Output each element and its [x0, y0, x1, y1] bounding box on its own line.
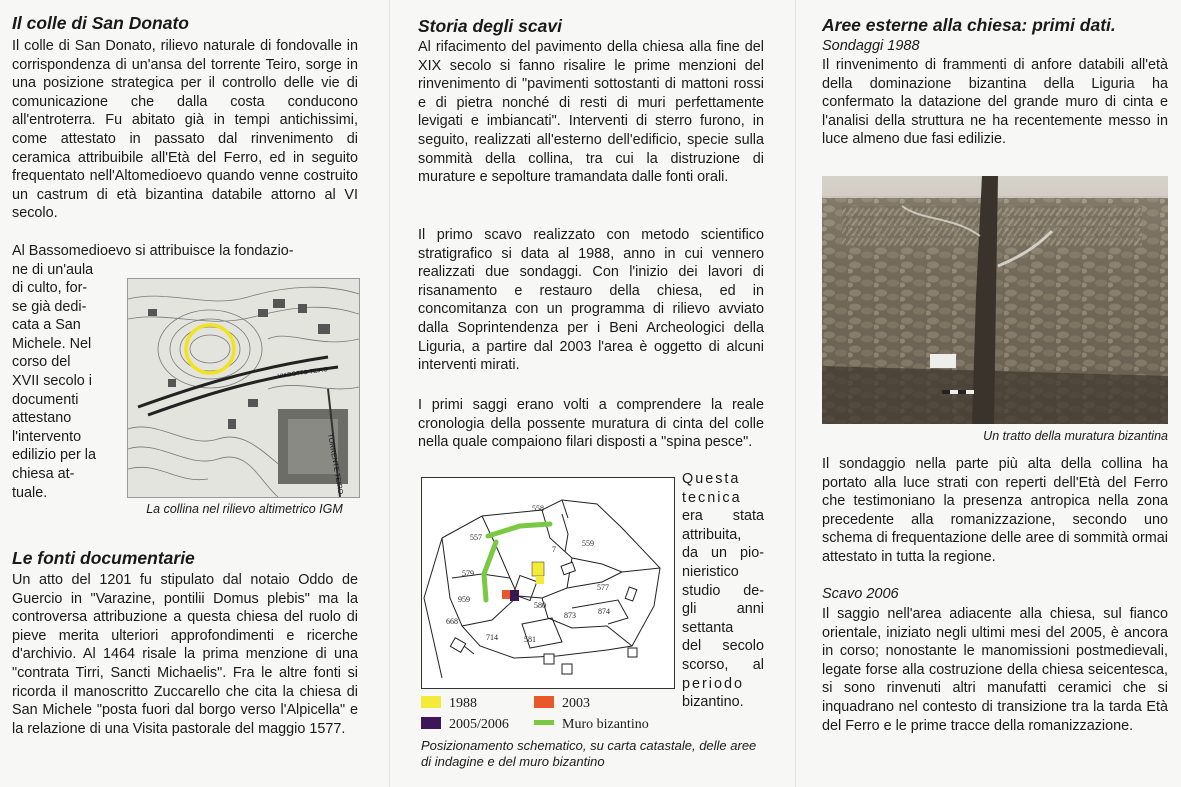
text-line: Al Bassomedioevo si attribuisce la fondazio- [12, 243, 294, 259]
cadastral-plan [421, 477, 675, 689]
column-colle [12, 0, 358, 787]
paragraph-scavo-2006: Il saggio nell'area adiacente alla chiesa, sul fianco orientale, iniziato negli ultimi mesi del 2005, è ancora in corso; nonostante le manomissioni postmedievali, legate forse alla costruzione della chiesa seicentesca, si sono rinvenuti altri manufatti ceramici che si inquadrano nel contesto di transizione tra la tarda Età del Ferro e le prime tracce della romanizzazione. [822, 606, 1168, 734]
parcel-label: 959 [458, 595, 470, 604]
paragraph-scavi-3: I primi saggi erano volti a comprendere la reale cronologia della possente muratura di cinta del colle nella quale compaiono filari disposti a "spina pesce". [418, 397, 764, 451]
legend-label: Muro bizantino [562, 717, 649, 732]
text-line: da un pio- [682, 545, 764, 562]
text-line: l'intervento [12, 428, 82, 445]
legend-label: 2005/2006 [449, 717, 509, 732]
section-title-fonti: Le fonti documentarie [12, 548, 195, 568]
section-title-aree: Aree esterne alla chiesa: primi dati. [822, 15, 1116, 35]
legend-muro-bizantino [534, 717, 649, 733]
paragraph-sondaggio-alto: Il sondaggio nella parte più alta della collina ha portato alla luce strati con reperti dell'Età del Ferro che testimoniano la presenza antropica nella zona precedente alla romanizzazione, secondo uno schema di frequentazione delle aree di sommità ormai attestato in tutta la regione. [822, 456, 1168, 565]
parcel-label: 580 [534, 601, 546, 610]
parcel-label: 559 [582, 539, 594, 548]
text-line: XVII secolo i [12, 372, 92, 389]
cadastral-plan-drawing [422, 478, 674, 688]
paragraph-tecnica [682, 470, 764, 712]
wall-photo-drawing [822, 176, 1168, 424]
legend-1988 [421, 696, 477, 712]
parcel-label: 714 [486, 633, 498, 642]
legend-2003 [534, 696, 590, 712]
wall-photo [822, 176, 1168, 424]
parcel-label: 668 [446, 617, 458, 626]
map-label-viadotto: VIADOTTO TEIRO [277, 367, 329, 380]
parcel-label: 873 [564, 611, 576, 620]
text-line: attribuita, [682, 526, 742, 543]
paragraph-scavi-1: Al rifacimento del pavimento della chiesa alla fine del XIX secolo si fanno risalire le prime menzioni del rinvenimento di "pavimenti sottostanti di mattoni rossi e di pietra nonché di resti di muri perfettamente levigati e imbiancati". Interventi di sterro furono, in seguito, realizzati all'esterno dell'edificio, specie sulla sommità della collina, tra cui la distruzione di murature e sepolture tramandata dalle fonti orali. [418, 39, 764, 186]
legend-swatch-green [534, 720, 554, 725]
paragraph-sondaggi: Il rinvenimento di frammenti di anfore databili all'età della dominazione bizantina della Liguria ha confermato la datazione del grande muro di cinta e l'analisi della struttura ne ha recentemente messo in luce almeno due fasi edilizie. [822, 57, 1168, 148]
text-line: attestano [12, 410, 72, 427]
parcel-label: 557 [470, 533, 482, 542]
text-line: era stata [682, 508, 764, 525]
text-line: di culto, for- [12, 280, 88, 296]
paragraph-aula-narrow [12, 279, 118, 502]
text-line: documenti [12, 391, 79, 408]
igm-map-drawing [128, 279, 359, 497]
parcel-label: 577 [597, 583, 609, 592]
map-label-torrente: TORRENTE TEIRO [326, 433, 344, 496]
subtitle-sondaggi-1988: Sondaggi 1988 [822, 38, 920, 54]
fold-line [795, 0, 796, 787]
legend-2005-2006 [421, 717, 509, 733]
legend-label: 1988 [449, 696, 477, 711]
text-line: tuale. [12, 484, 48, 501]
subtitle-scavo-2006: Scavo 2006 [822, 586, 899, 602]
text-line: settanta [682, 619, 734, 636]
text-line: scorso, al [682, 656, 764, 673]
text-line: studio de- [682, 582, 764, 599]
parcel-label: 874 [598, 607, 610, 616]
legend-label: 2003 [562, 696, 590, 711]
fold-line [389, 0, 390, 787]
text-line: edilizio per la [12, 447, 96, 464]
text-line: Questa [682, 471, 741, 487]
text-line: bizantino. [682, 694, 744, 711]
text-line: ne di un'aula [12, 261, 94, 278]
column-aree-esterne [822, 0, 1168, 787]
text-line: chiesa at- [12, 465, 75, 482]
plan-caption: Posizionamento schematico, su carta catastale, delle aree di indagine e del muro bizantino [421, 738, 757, 769]
parcel-label: 558 [532, 504, 544, 513]
section-title-scavi: Storia degli scavi [418, 16, 562, 36]
text-line: cata a San [12, 317, 81, 334]
map-caption: La collina nel rilievo altimetrico IGM [146, 502, 343, 516]
text-line: periodo [682, 675, 745, 692]
text-line: corso del [12, 354, 71, 371]
paragraph-colle: Il colle di San Donato, rilievo naturale di fondovalle in corrispondenza di un'ansa del torrente Teiro, sorge in una posizione strategica per il controllo delle vie di comunicazione che dalla costa conducono all'entroterra. Fu abitato già in tempi antichissimi, come attestato in passato dal rinvenimento di ceramica attribuibile all'Età del Ferro, ed in seguito frequentato nell'Altomedioevo quando venne costruito un castrum di età bizantina databile attorno al VI secolo. [12, 38, 358, 222]
parcel-label: 581 [524, 635, 536, 644]
text-line: tecnica [682, 489, 742, 506]
paragraph-scavi-2: Il primo scavo realizzato con metodo scientifico stratigrafico si data al 1988, anno in cui vennero realizzati due sondaggi. Con l'inizio dei lavori di risanamento e restauro della chiesa, ed in concomitanza con un programma di rilievo avviato dalla Soprintendenza per i Beni Archeologici della Liguria, a partire dal 2003 l'area è oggetto di alcuni interventi mirati. [418, 227, 764, 374]
column-scavi [418, 0, 768, 787]
section-title-colle: Il colle di San Donato [12, 13, 189, 33]
photo-caption: Un tratto della muratura bizantina [983, 429, 1168, 443]
paragraph-aula [12, 242, 358, 279]
legend-swatch-yellow [421, 696, 441, 708]
igm-map [127, 278, 360, 498]
parcel-label: 7 [552, 545, 556, 554]
text-line: del secolo [682, 638, 764, 655]
text-line: gli anni [682, 601, 764, 618]
legend-swatch-purple [421, 717, 441, 729]
parcel-label: 579 [462, 569, 474, 578]
text-line: Michele. Nel [12, 335, 92, 352]
text-line: se già dedi- [12, 298, 87, 315]
paragraph-fonti: Un atto del 1201 fu stipulato dal notaio Oddo de Guercio in "Varazine, pontilii Domus plebis" ma la controversa attribuzione a questa chiesa del ruolo di pieve merita ulteriori approfondimenti e ricerche d'archivio. Al 1464 risale la prima menzione di una "contrata Tirri, Sancti Michaelis". Fra le altre fonti si ricorda il manoscritto Zuccarello che cita la chiesa di San Michele "posta fuori dal borgo verso l'Alpicella" e la relazione di una Visita pastorale del maggio 1577. [12, 572, 358, 737]
text-line: nieristico [682, 563, 739, 580]
legend-swatch-orange [534, 696, 554, 708]
